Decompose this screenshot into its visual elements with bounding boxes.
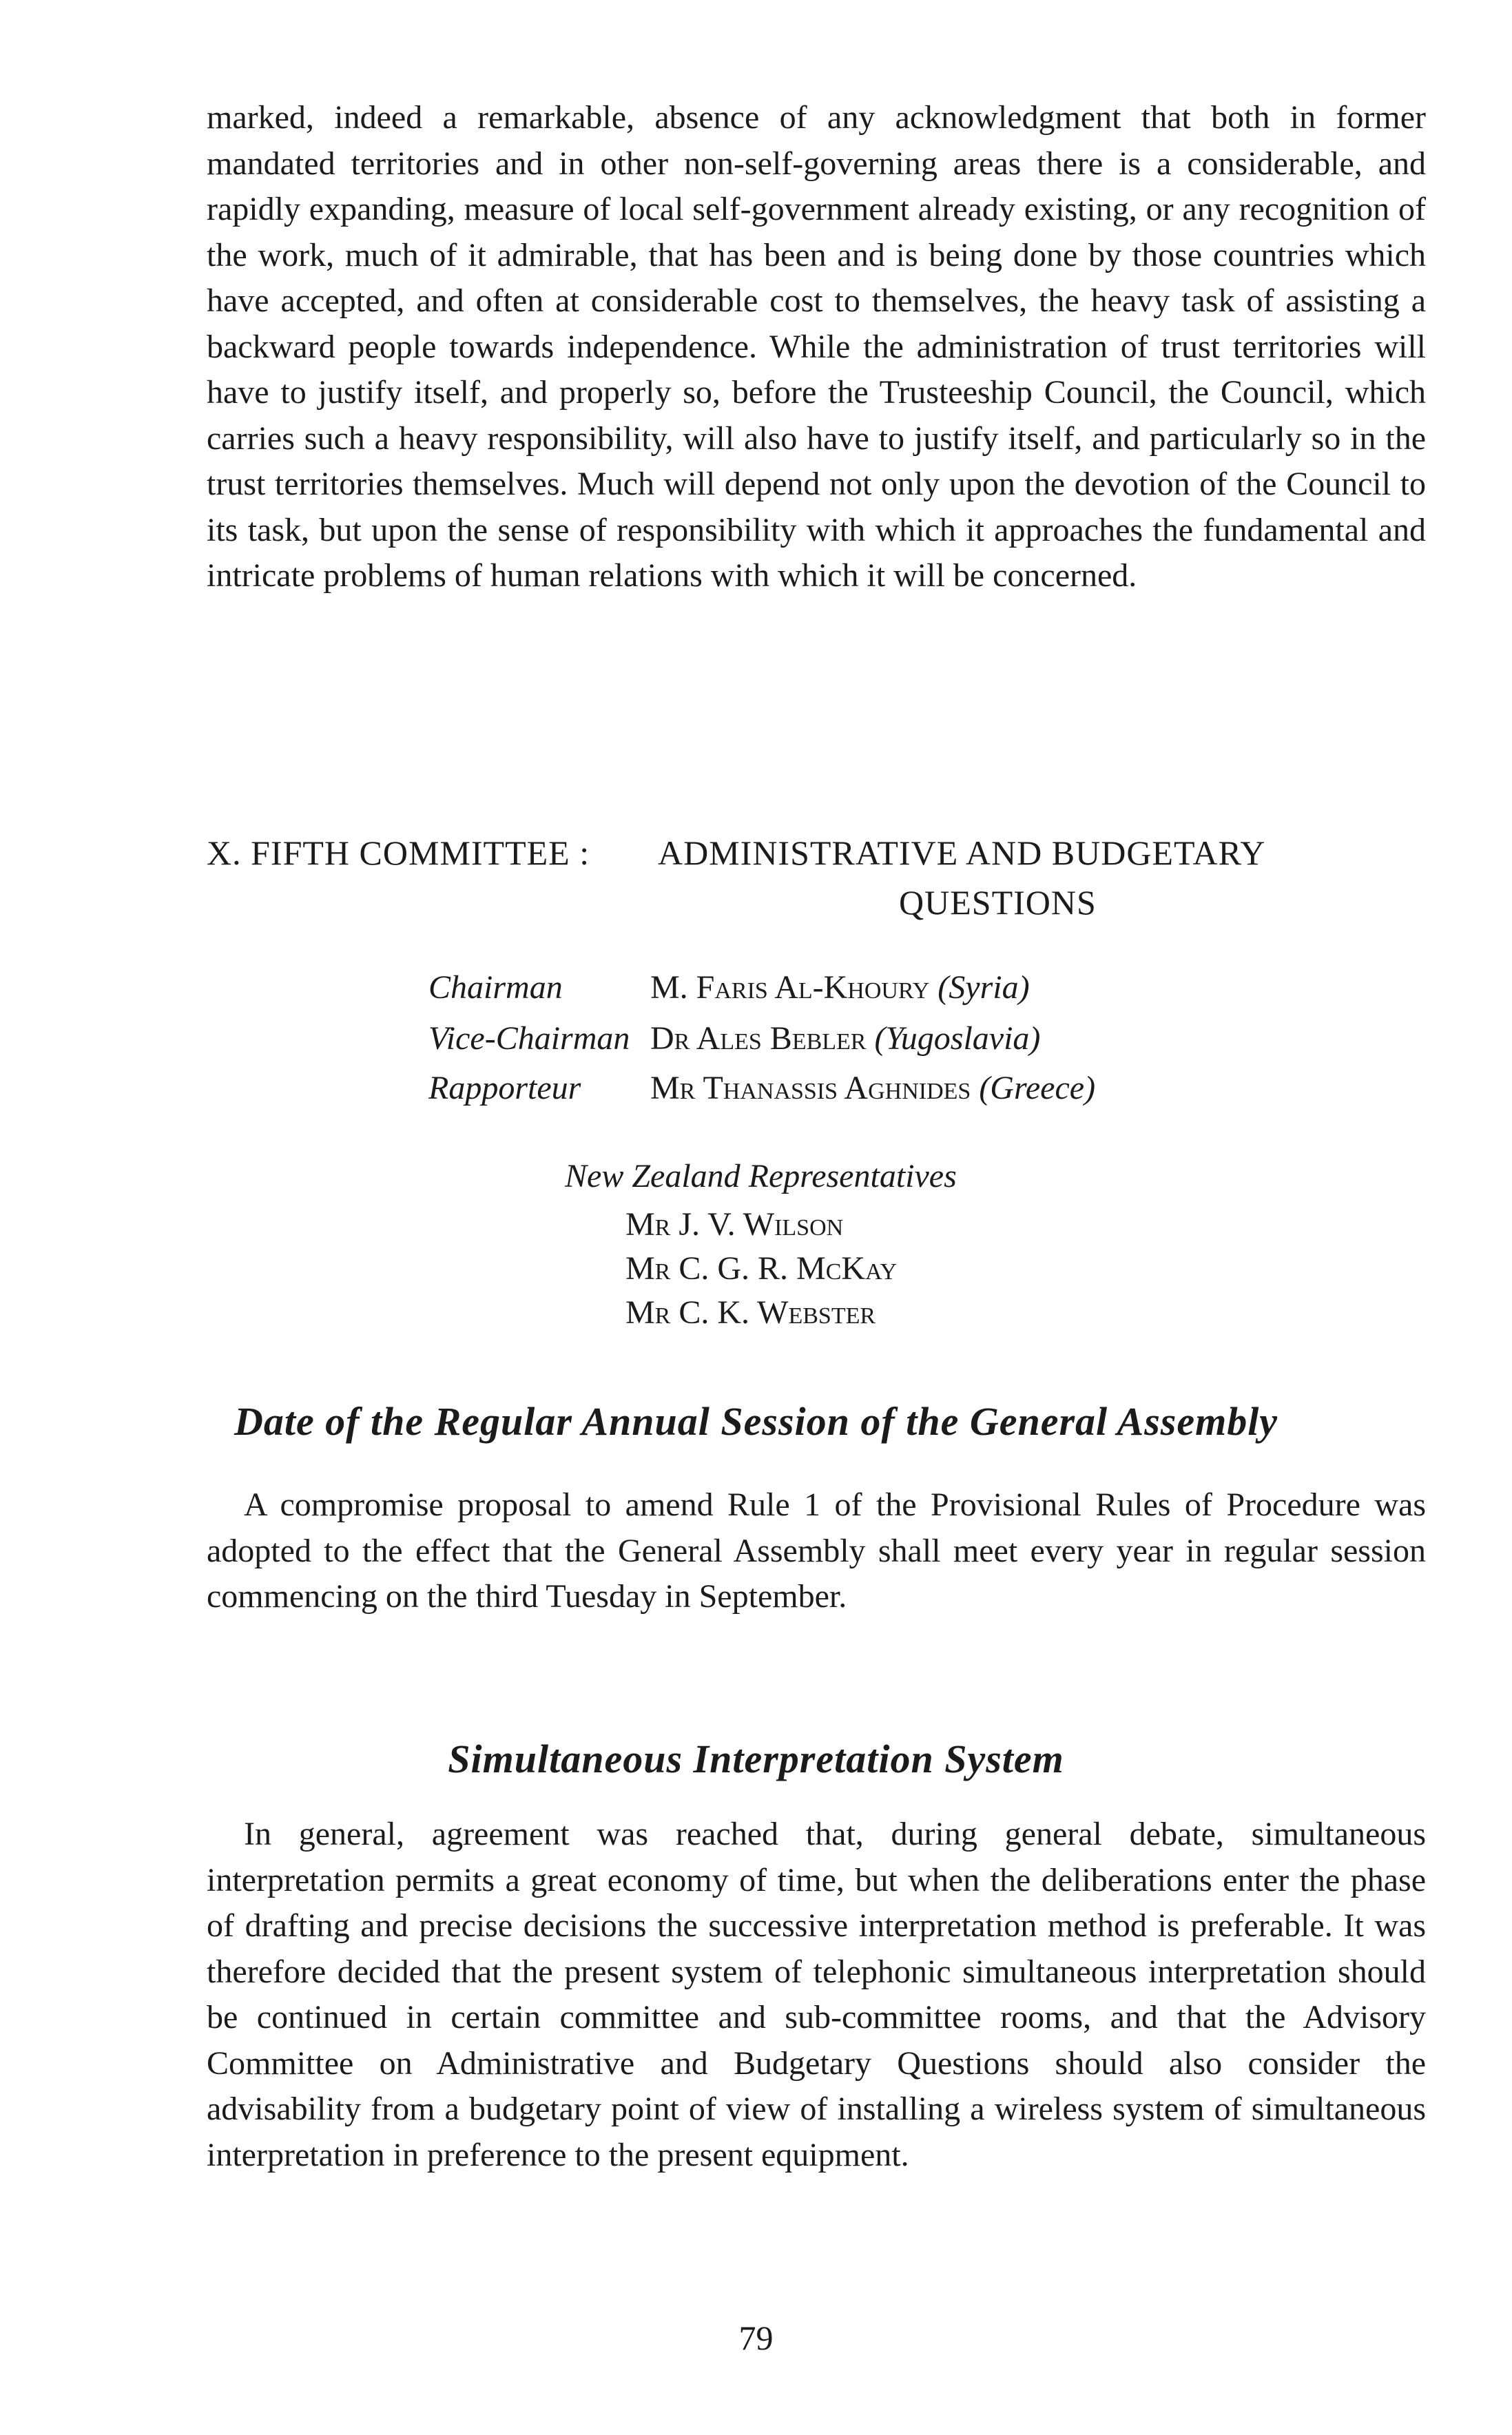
subsection-heading-session: Date of the Regular Annual Session of the General Assembly [234,1399,1278,1444]
officer-vice-chairman [428,1018,1040,1059]
page-number: 79 [738,2319,774,2357]
representatives-heading: New Zealand Representatives [565,1158,957,1194]
section-heading [207,832,1447,922]
representative-name: Mr C. G. R. McKay [625,1250,898,1287]
officer-country: (Yugoslavia) [874,1020,1041,1057]
officer-country: (Greece) [979,1070,1096,1106]
section-number: X. FIFTH COMMITTEE : [207,833,590,872]
officer-role: Vice-Chairman [428,1020,630,1057]
representative-name: Mr J. V. Wilson [625,1206,844,1243]
officer-name: Mr Thanassis Aghnides [650,1070,971,1106]
officer-name: M. Faris Al-Khoury [650,969,930,1006]
representative-name: Mr C. K. Webster [625,1294,876,1331]
section-title-line1: ADMINISTRATIVE AND BUDGETARY [658,833,1266,872]
officer-chairman [428,967,1030,1008]
intro-paragraph: marked, indeed a remarkable, absence of any acknowledgment that both in former mandated territories and in other non-self-governing areas there is a considerable, and rapidly expanding, measure of local self-government already existing, or any recognition of the work, much of it admirable, that has been and is being done by those countries which have accepted, and often at considerable cost to themselves, the heavy task of assisting a backward people towards independence. While the administration of trust territories will have to justify itself, and properly so, before the Trusteeship Council, the Council, which carries such a heavy responsibility, will also have to justify itself, and particularly so in the trust territories themselves. Much will depend not only upon the devotion of the Council to its task, but upon the sense of responsibility with which it approaches the fundamental and intricate problems of human relations with which it will be concerned. [207,99,1426,594]
subsection-heading-interpretation: Simultaneous Interpretation System [448,1737,1064,1781]
subsection-body-interpretation: In general, agreement was reached that, during general debate, simultaneous interpretation permits a great economy of time, but when the deliberations enter the phase of drafting and precise decisions the successive interpretation method is preferable. It was therefore decided that the present system of telephonic simultaneous interpretation should be continued in certain committee and sub-committee rooms, and that the Advisory Committee on Administrative and Budgetary Questions should also consider the advisability from a budgetary point of view of installing a wireless system of simultaneous interpretation in preference to the present equipment. [207,1816,1426,2173]
section-title-line2: QUESTIONS [899,883,1097,922]
officer-name: Dr Ales Bebler [650,1020,867,1057]
subsection-body-session: A compromise proposal to amend Rule 1 of the Provisional Rules of Procedure was adopted to the effect that the General Assembly shall meet every year in regular session commencing on the third Tuesday in September. [207,1486,1426,1615]
officer-rapporteur [428,1068,1095,1109]
officer-role: Chairman [428,969,563,1006]
officer-country: (Syria) [938,969,1030,1006]
officer-role: Rapporteur [428,1070,581,1106]
